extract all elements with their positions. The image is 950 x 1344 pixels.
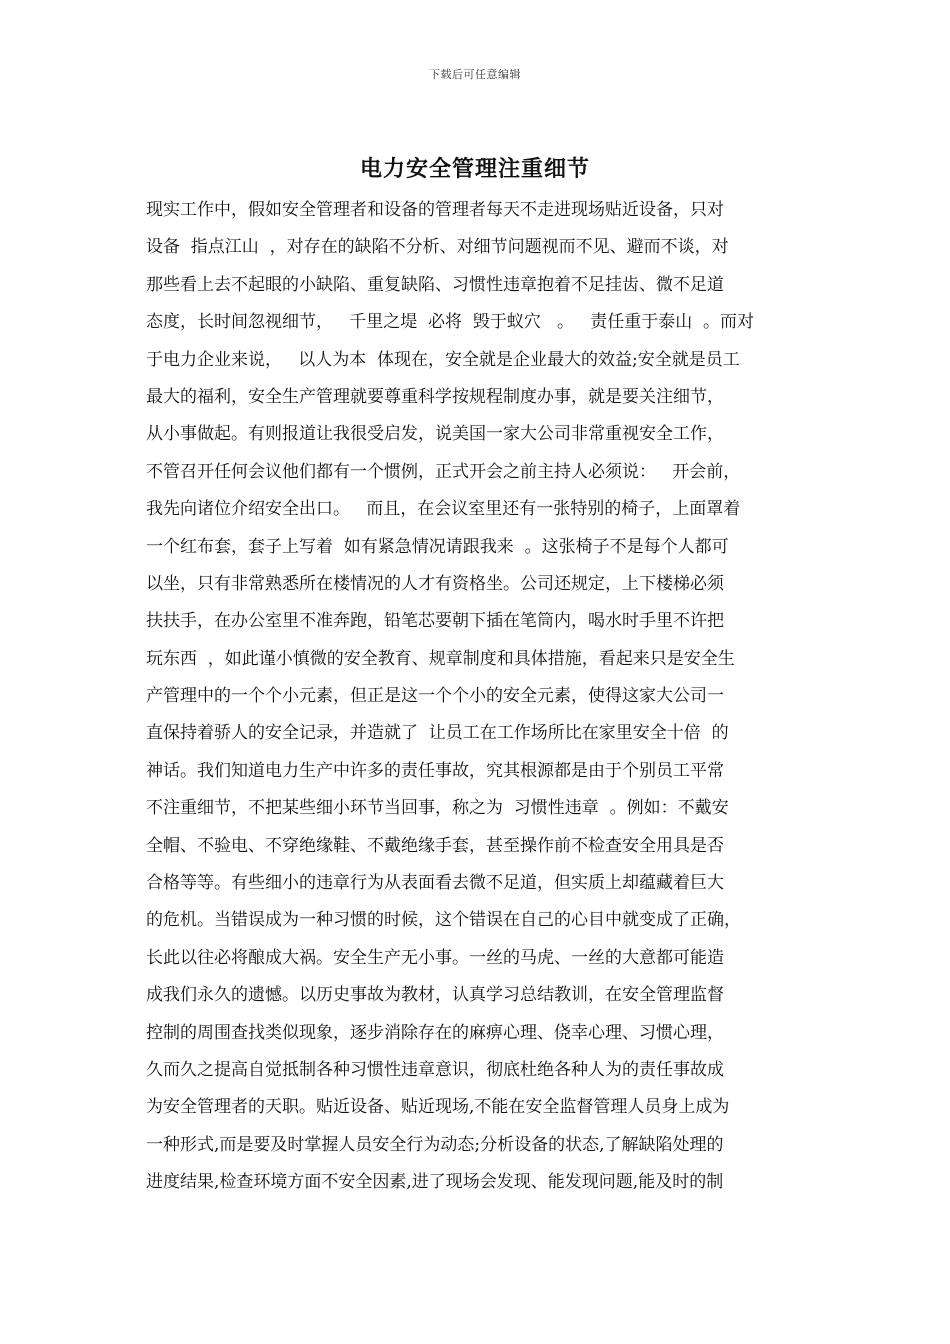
body-line: 合格等等。有些细小的违章行为从表面看去微不足道，但实质上却蕴藏着巨大 bbox=[146, 873, 724, 894]
body-line: 那些看上去不起眼的小缺陷、重复缺陷、习惯性违章抱着不足挂齿、微不足道 bbox=[146, 274, 724, 295]
body-line: 设备 指点江山 ，对存在的缺陷不分析、对细节问题视而不见、避而不谈，对 bbox=[146, 237, 729, 258]
document-title: 电力安全管理注重细节 bbox=[359, 156, 590, 182]
body-line: 控制的周围查找类似现象，逐步消除存在的麻痹心理、侥幸心理、习惯心理， bbox=[146, 1022, 724, 1043]
body-line: 成我们永久的遗憾。以历史事故为教材，认真学习总结教训，在安全管理监督 bbox=[146, 985, 724, 1006]
body-line: 扶扶手，在办公室里不准奔跑，铅笔芯要朝下插在笔筒内，喝水时手里不许把 bbox=[146, 611, 724, 632]
body-line: 现实工作中，假如安全管理者和设备的管理者每天不走进现场贴近设备，只对 bbox=[146, 200, 724, 220]
body-line: 全帽、不验电、不穿绝缘鞋、不戴绝缘手套，甚至操作前不检查安全用具是否 bbox=[146, 835, 724, 856]
body-line: 不管召开任何会议他们都有一个惯例，正式开会之前主持人必须说： 开会前， bbox=[146, 461, 741, 482]
body-line: 一个红布套，套子上写着 如有紧急情况请跟我来 。这张椅子不是每个人都可 bbox=[146, 536, 729, 557]
body-line: 产管理中的一个个小元素，但正是这一个个小的安全元素，使得这家大公司一 bbox=[146, 686, 724, 707]
body-line: 以坐，只有非常熟悉所在楼情况的人才有资格坐。公司还规定，上下楼梯必须 bbox=[146, 573, 724, 594]
body-line: 从小事做起。有则报道让我很受启发，说美国一家大公司非常重视安全工作， bbox=[146, 424, 724, 445]
body-line: 为安全管理者的天职。贴近设备、贴近现场,不能在安全监督管理人员身上成为 bbox=[146, 1097, 730, 1118]
body-line: 神话。我们知道电力生产中许多的责任事故，究其根源都是由于个别员工平常 bbox=[146, 760, 724, 781]
body-line: 久而久之提高自觉抵制各种习惯性违章意识，彻底杜绝各种人为的责任事故成 bbox=[146, 1059, 724, 1080]
page-header-note: 下载后可任意编辑 bbox=[429, 68, 521, 81]
body-line: 一种形式,而是要及时掌握人员安全行为动态;分析设备的状态,了解缺陷处理的 bbox=[146, 1134, 724, 1155]
body-line: 态度，长时间忽视细节， 千里之堤 必将 毁于蚁穴 。 责任重于泰山 。而对 bbox=[146, 312, 755, 333]
document-body bbox=[146, 192, 836, 1202]
body-line: 直保持着骄人的安全记录，并造就了 让员工在工作场所比在家里安全十倍 的 bbox=[146, 723, 729, 744]
body-line: 进度结果,检查环境方面不安全因素,进了现场会发现、能发现问题,能及时的制 bbox=[146, 1172, 724, 1193]
body-line: 不注重细节，不把某些细小环节当回事，称之为 习惯性违章 。例如：不戴安 bbox=[146, 798, 729, 819]
body-line: 长此以往必将酿成大祸。安全生产无小事。一丝的马虎、一丝的大意都可能造 bbox=[146, 947, 724, 968]
body-line: 最大的福利，安全生产管理就要尊重科学按规程制度办事，就是要关注细节， bbox=[146, 386, 724, 407]
body-line: 的危机。当错误成为一种习惯的时候，这个错误在自己的心目中就变成了正确， bbox=[146, 910, 741, 931]
body-line: 于电力企业来说， 以人为本 体现在，安全就是企业最大的效益;安全就是员工 bbox=[146, 349, 740, 370]
body-line: 玩东西 ，如此谨小慎微的安全教育、规章制度和具体措施，看起来只是安全生 bbox=[146, 648, 735, 669]
body-line: 我先向诸位介绍安全出口。 而且，在会议室里还有一张特别的椅子，上面罩着 bbox=[146, 499, 741, 520]
